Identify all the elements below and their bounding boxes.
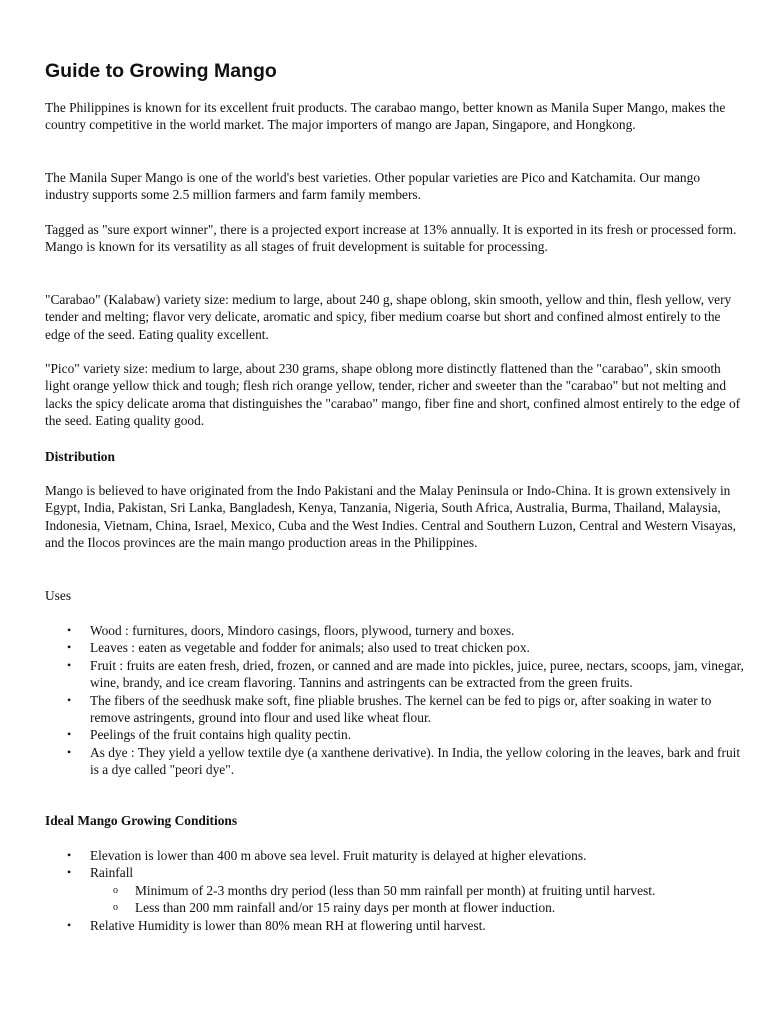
distribution-paragraph: Mango is believed to have originated from the Indo Pakistani and the Malay Peninsula or Indo-China. It is grown extensively in Egypt, India, Pakistan, Sri Lanka, Bangladesh, Kenya, Tanzania, Nigeria, South Africa, Australia, Burma, Thailand, Malaysia, Indonesia, Vietnam, China, Israel, Mexico, Cuba and the West Indies. Central and Southern Luzon, Central and Western Visayas, and the Ilocos provinces are the main mango production areas in the Philippines. (45, 483, 737, 551)
pico-paragraph: "Pico" variety size: medium to large, about 230 grams, shape oblong more distinctly flattened than the "carabao", skin smooth light orange yellow thick and tough; flesh rich orange yellow, tender, richer and sweeter than the "carabao" but not melting and lacks the spicy delicate aroma that distinguishes the "carabao" mango, fiber fine and short, confined almost entirely to the edge of the seed. Eating quality good. (45, 361, 741, 429)
list-item: • Elevation is lower than 400 m above sea level. Fruit maturity is delayed at higher elevations. (67, 848, 587, 863)
conditions-heading: Ideal Mango Growing Conditions (45, 813, 238, 828)
list-item: • The fibers of the seedhusk make soft, fine pliable brushes. The kernel can be fed to pigs or, after soaking in water to remove astringents, ground into flour and used like wheat flour. (67, 692, 712, 726)
bullet-icon: • (67, 657, 72, 672)
bullet-icon: • (67, 727, 72, 742)
varieties-paragraph: The Manila Super Mango is one of the world's best varieties. Other popular varieties are Pico and Katchamita. Our mango industry supports some 2.5 million farmers and farm family members. (45, 170, 701, 203)
bullet-icon: • (67, 917, 72, 932)
sub-bullet-icon: o (113, 884, 118, 896)
page-title: Guide to Growing Mango (45, 60, 277, 82)
distribution-heading: Distribution (45, 449, 115, 464)
carabao-paragraph: "Carabao" (Kalabaw) variety size: medium to large, about 240 g, shape oblong, skin smooth, yellow and thin, flesh yellow, very tender and melting; flavor very delicate, aromatic and spicy, fiber medium coarse but short and confined almost entirely to the edge of the seed. Eating quality excellent. (45, 292, 732, 342)
export-paragraph: Tagged as "sure export winner", there is a projected export increase at 13% annually. It is exported in its fresh or processed form. Mango is known for its versatility as all stages of fruit development is suitable for processing. (45, 222, 737, 255)
bullet-icon: • (67, 623, 72, 637)
sub-bullet-icon: o (113, 902, 118, 914)
bullet-icon: • (67, 744, 72, 759)
list-item: o Minimum of 2-3 months dry period (less than 50 mm rainfall per month) at fruiting until harvest. (113, 882, 656, 898)
bullet-icon: • (67, 848, 72, 862)
list-item: • As dye : They yield a yellow textile dye (a xanthene derivative). In India, the yellow coloring in the leaves, bark and fruit is a dye called "peori dye". (67, 744, 741, 778)
list-item: • Rainfall o Minimum of 2-3 months dry period (less than 50 mm rainfall per month) at fruiting until harvest. o Less than 200 mm rainfall and/or 15 rainy days per month at flower induction. (45, 864, 745, 916)
rainfall-sublist (90, 882, 745, 917)
bullet-icon: • (67, 865, 72, 880)
list-item: • Relative Humidity is lower than 80% mean RH at flowering until harvest. (67, 917, 486, 933)
conditions-list (45, 847, 745, 934)
bullet-icon: • (67, 692, 72, 707)
bullet-icon: • (67, 640, 72, 655)
uses-heading: Uses (45, 588, 72, 603)
list-item: • Leaves : eaten as vegetable and fodder for animals; also used to treat chicken pox. (67, 640, 530, 656)
list-item: o Less than 200 mm rainfall and/or 15 rainy days per month at flower induction. (113, 900, 556, 916)
list-item: • Wood : furnitures, doors, Mindoro casings, floors, plywood, turnery and boxes. (67, 623, 515, 638)
uses-list (45, 622, 745, 779)
intro-paragraph: The Philippines is known for its excellent fruit products. The carabao mango, better known as Manila Super Mango, makes the country competitive in the world market. The major importers of mango are Japan, Singapore, and Hongkong. (45, 100, 726, 133)
list-item: • Peelings of the fruit contains high quality pectin. (67, 727, 352, 743)
list-item: • Fruit : fruits are eaten fresh, dried, frozen, or canned and are made into pickles, juice, puree, nectars, scoops, jam, vinegar, wine, brandy, and ice cream flavoring. Tannins and astringents can be extracted from the green fruits. (67, 657, 744, 691)
